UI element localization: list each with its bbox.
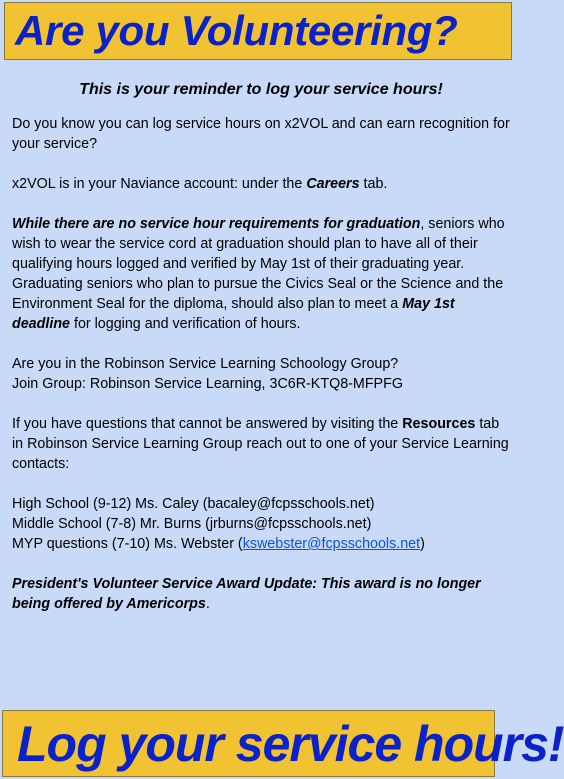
myp-email-link[interactable]: kswebster@fcpsschools.net	[242, 536, 421, 552]
reminder-heading: This is your reminder to log your service hours!	[79, 81, 443, 98]
header-title: Are you Volunteering?	[15, 7, 458, 54]
requirements-lead: While there are no service hour requirements for graduation	[12, 216, 421, 232]
requirements-body-2: for logging and verification of hours.	[70, 316, 301, 332]
award-update	[12, 574, 510, 614]
contact-myp-suffix: )	[420, 536, 425, 552]
requirements-body-1: , seniors who wish to wear the service cord at graduation should plan to have all of their qualifying hours logged and verified by May 1st of their graduating year. Graduating seniors who plan to pursue the Civics Seal or the Science and the Environment Seal for the diploma, should also plan to meet a	[12, 216, 505, 312]
award-update-text: President's Volunteer Service Award Update: This award is no longer being offered by Americorps	[12, 576, 481, 612]
footer-title: Log your service hours!	[17, 716, 564, 772]
schoology-question: Are you in the Robinson Service Learning Schoology Group?	[12, 356, 399, 372]
contacts-list	[12, 494, 510, 554]
intro-question: Do you know you can log service hours on x2VOL and can earn recognition for your service?	[12, 116, 510, 152]
graduation-requirements	[12, 214, 510, 334]
naviance-location	[12, 174, 510, 194]
questions-paragraph	[12, 414, 510, 474]
footer-banner	[2, 710, 564, 777]
naviance-location-prefix: x2VOL is in your Naviance account: under the	[12, 176, 307, 192]
contact-myp-prefix: MYP questions (7-10) Ms. Webster (	[12, 536, 243, 552]
header-banner	[4, 2, 512, 60]
questions-suffix: tab in Robinson Service Learning Group reach out to one of your Service Learning contacts:	[12, 416, 509, 472]
questions-prefix: If you have questions that cannot be answered by visiting the	[12, 416, 403, 432]
careers-tab-label: Careers	[306, 176, 360, 192]
contact-middle-school: Middle School (7-8) Mr. Burns (jrburns@fcpsschools.net)	[12, 516, 372, 532]
award-update-end: .	[205, 596, 210, 612]
deadline-text: May 1st deadline	[12, 296, 455, 332]
schoology-join-code: Join Group: Robinson Service Learning, 3C6R-KTQ8-MFPFG	[12, 376, 403, 392]
resources-tab-label: Resources	[402, 416, 476, 432]
schoology-group	[12, 354, 510, 394]
main-content	[12, 80, 510, 614]
naviance-location-suffix: tab.	[359, 176, 388, 192]
contact-high-school: High School (9-12) Ms. Caley (bacaley@fcpsschools.net)	[12, 496, 375, 512]
